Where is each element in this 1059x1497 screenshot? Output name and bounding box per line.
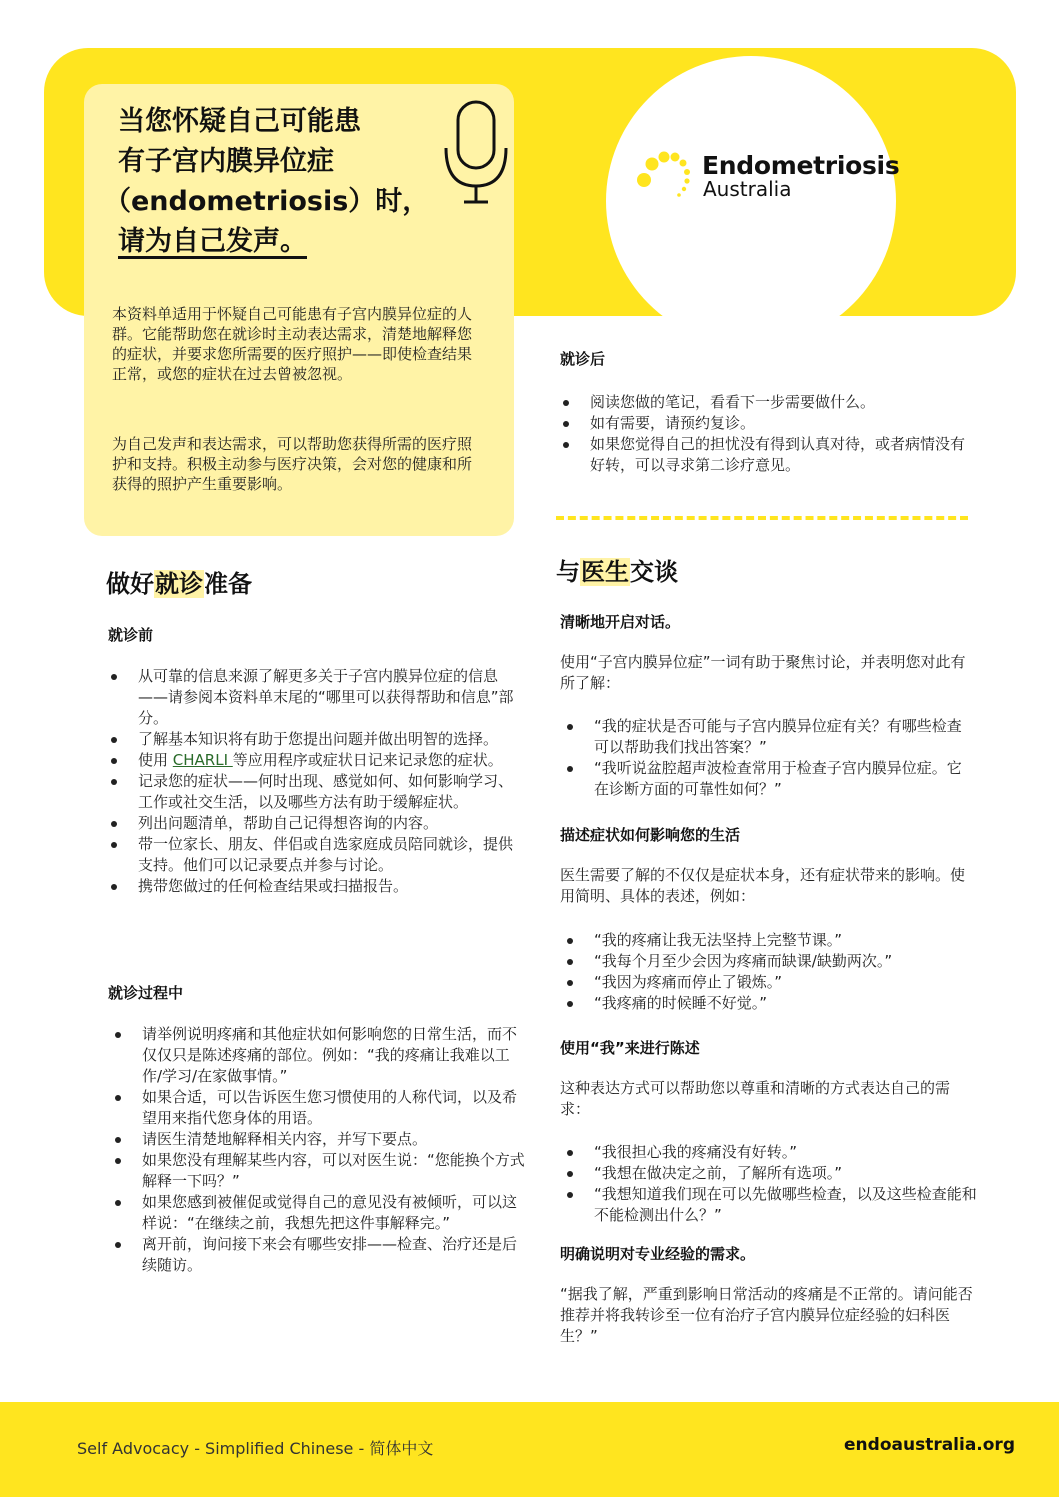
list-item: 携带您做过的任何检查结果或扫描报告。 [108, 876, 522, 897]
during-visit-list [112, 1024, 526, 1276]
heading-highlight: 医生 [581, 558, 629, 586]
subheading-before-visit: 就诊前 [108, 626, 154, 644]
list-item: 记录您的症状——何时出现、感觉如何、如何影响学习、工作或社交生活，以及哪些方法有助于缓解症状。 [108, 771, 522, 813]
subheading-during-visit: 就诊过程中 [108, 984, 184, 1002]
list-item: 如果您觉得自己的担忧没有得到认真对待，或者病情没有好转，可以寻求第二诊疗意见。 [560, 434, 974, 476]
heading-text: 交谈 [630, 558, 678, 586]
logo-text-australia: Australia [703, 177, 792, 201]
page-title [104, 102, 458, 262]
specialist-paragraph: “据我了解，严重到影响日常活动的疼痛是不正常的。请问能否推荐并将我转诊至一位有治疗子宫内膜异位症经验的妇科医生？” [560, 1285, 973, 1345]
list-item: “我的症状是否可能与子宫内膜异位症有关？有哪些检查可以帮助我们找出答案？” [564, 716, 974, 758]
list-item: 了解基本知识将有助于您提出问题并做出明智的选择。 [108, 729, 522, 750]
list-item: “我因为疼痛而停止了锻炼。” [564, 972, 974, 993]
list-item: 如果合适，可以告诉医生您习惯使用的人称代词，以及希望用来指代您身体的用语。 [112, 1087, 526, 1129]
microphone-icon [440, 98, 512, 206]
list-item: 从可靠的信息来源了解更多关于子宫内膜异位症的信息——请参阅本资料单末尾的“哪里可以获得帮助和信息”部分。 [108, 666, 522, 729]
subheading-i-statements: 使用“我”来进行陈述 [560, 1039, 700, 1057]
section-divider [556, 516, 968, 520]
describe-impact-paragraph: 医生需要了解的不仅仅是症状本身，还有症状带来的影响。使用简明、具体的表述，例如： [560, 866, 966, 905]
subheading-specialist: 明确说明对专业经验的需求。 [560, 1245, 756, 1263]
after-visit-list [560, 392, 974, 476]
list-item: 阅读您做的笔记，看看下一步需要做什么。 [560, 392, 974, 413]
list-item: “我想知道我们现在可以先做哪些检查，以及这些检查能和不能检测出什么？” [564, 1184, 984, 1226]
charli-link[interactable]: CHARLI [172, 751, 233, 769]
list-item: 列出问题清单，帮助自己记得想咨询的内容。 [108, 813, 522, 834]
heading-text: 与 [556, 558, 580, 586]
list-item: 请医生清楚地解释相关内容，并写下要点。 [112, 1129, 526, 1150]
intro-paragraph-2: 为自己发声和表达需求，可以帮助您获得所需的医疗照护和支持。积极主动参与医疗决策，会对您的健康和所获得的照护产生重要影响。 [112, 435, 473, 493]
heading-text: 准备 [204, 570, 252, 598]
i-statements-paragraph: 这种表达方式可以帮助您以尊重和清晰的方式表达自己的需求： [560, 1079, 951, 1118]
list-item: “我想在做决定之前，了解所有选项。” [564, 1163, 984, 1184]
list-item [108, 750, 522, 771]
heading-highlight: 就诊 [155, 570, 203, 598]
list-item: 离开前，询问接下来会有哪些安排——检查、治疗还是后续随访。 [112, 1234, 526, 1276]
title-line-4: 请为自己发声。 [118, 226, 307, 257]
section-heading-talk-doctor [556, 552, 678, 587]
list-item: 带一位家长、朋友、伴侣或自选家庭成员陪同就诊，提供支持。他们可以记录要点并参与讨论。 [108, 834, 522, 876]
section-heading-prepare [106, 564, 252, 599]
open-conversation-paragraph: 使用“子宫内膜异位症”一词有助于聚焦讨论，并表明您对此有所了解： [560, 653, 966, 692]
title-line-1: 当您怀疑自己可能患 [118, 106, 361, 137]
list-item: “我每个月至少会因为疼痛而缺课/缺勤两次。” [564, 951, 974, 972]
describe-impact-list [564, 930, 974, 1014]
list-item: 请举例说明疼痛和其他症状如何影响您的日常生活，而不仅仅只是陈述疼痛的部位。例如：“我的疼痛让我难以工作/学习/在家做事情。” [112, 1024, 526, 1087]
i-statements-list [564, 1142, 984, 1226]
logo-text-endometriosis: Endometriosis [702, 151, 900, 180]
before-visit-list [108, 666, 522, 897]
list-item: “我很担心我的疼痛没有好转。” [564, 1142, 984, 1163]
footer-document-label: Self Advocacy - Simplified Chinese - 简体中文 [77, 1439, 434, 1458]
intro-paragraph-1: 本资料单适用于怀疑自己可能患有子宫内膜异位症的人群。它能帮助您在就诊时主动表达需求，清楚地解释您的症状，并要求您所需要的医疗照护——即使检查结果正常，或您的症状在过去曾被忽视。 [112, 305, 473, 383]
list-item: “我疼痛的时候睡不好觉。” [564, 993, 974, 1014]
list-item: 如果您没有理解某些内容，可以对医生说：“您能换个方式解释一下吗？” [112, 1150, 526, 1192]
title-line-2: 有子宫内膜异位症 [118, 146, 334, 177]
list-item: “我听说盆腔超声波检查常用于检查子宫内膜异位症。它在诊断方面的可靠性如何？” [564, 758, 974, 800]
subheading-describe-impact: 描述症状如何影响您的生活 [560, 826, 741, 844]
title-line-3: （endometriosis）时， [104, 186, 430, 217]
logo-circle [606, 56, 896, 346]
list-item-text: 等应用程序或症状日记来记录您的症状。 [232, 751, 503, 769]
open-conversation-list [564, 716, 974, 800]
footer-website-link[interactable]: endoaustralia.org [844, 1435, 1015, 1455]
list-item: 如果您感到被催促或觉得自己的意见没有被倾听，可以这样说：“在继续之前，我想先把这件事解释完。” [112, 1192, 526, 1234]
heading-text: 做好 [106, 570, 154, 598]
subheading-open-conversation: 清晰地开启对话。 [560, 613, 681, 631]
subheading-after-visit: 就诊后 [560, 350, 606, 368]
endometriosis-australia-logo-icon [630, 148, 694, 200]
list-item: “我的疼痛让我无法坚持上完整节课。” [564, 930, 974, 951]
list-item-text: 使用 [138, 751, 173, 769]
list-item: 如有需要，请预约复诊。 [560, 413, 974, 434]
